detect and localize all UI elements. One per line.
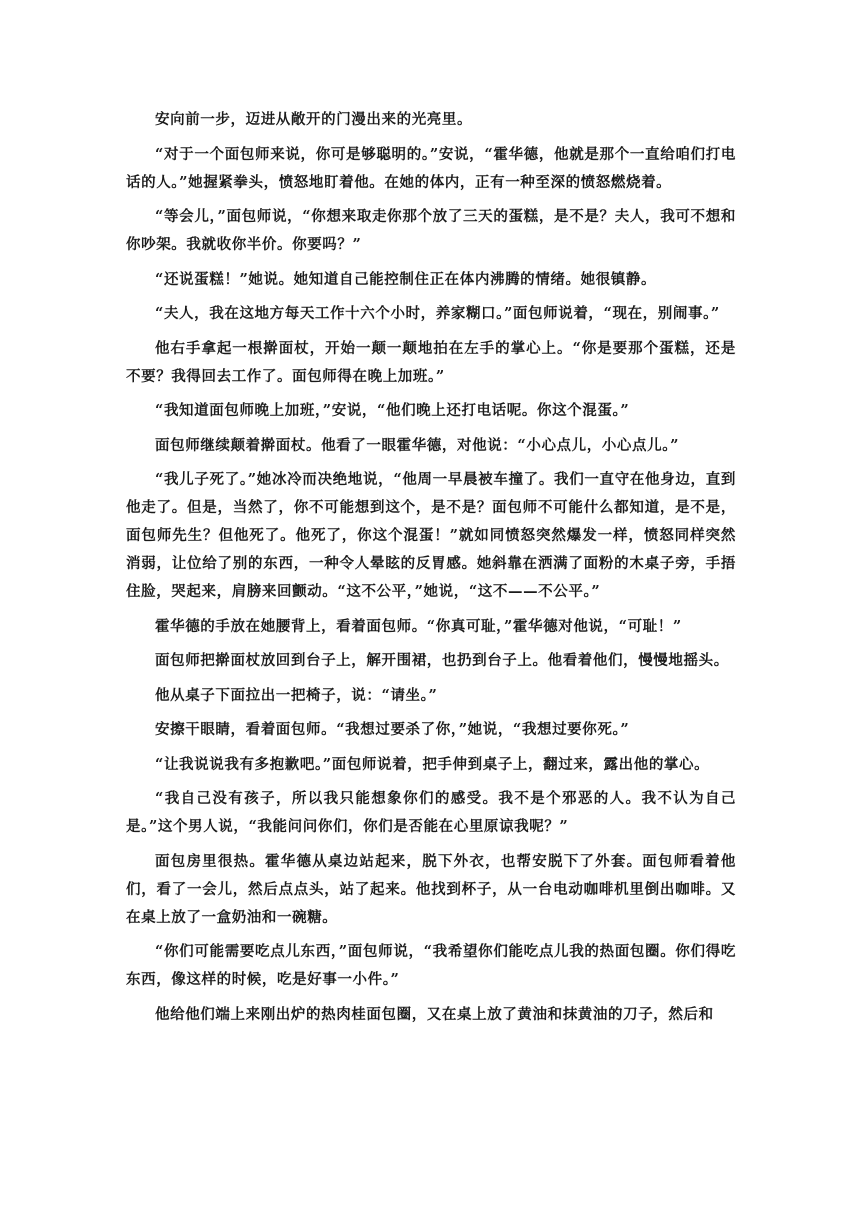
paragraph: “对于一个面包师来说，你可是够聪明的。”安说，“霍华德，他就是那个一直给咱们打电话的人。”她握紧拳头，愤怒地盯着他。在她的体内，正有一种至深的愤怒燃烧着。 <box>126 145 736 191</box>
paragraph: “还说蛋糕！”她说。她知道自己能控制住正在体内沸腾的情绪。她很镇静。 <box>155 270 657 288</box>
paragraph: 他给他们端上来刚出炉的热肉桂面包圈，又在桌上放了黄油和抹黄油的刀子，然后和 <box>155 1005 714 1023</box>
paragraph: 安向前一步，迈进从敞开的门漫出来的光亮里。 <box>155 111 473 128</box>
paragraph: “夫人，我在这地方每天工作十六个小时，养家糊口。”面包师说着，“现在，别闹事。” <box>155 305 720 322</box>
paragraph: 霍华德的手放在她腰背上，看着面包师。“你真可耻，”霍华德对他说，“可耻！” <box>155 617 682 635</box>
paragraph: 面包师把擀面杖放回到台子上，解开围裙，也扔到台子上。他看着他们，慢慢地摇头。 <box>155 652 729 669</box>
paragraph: “让我说说我有多抱歉吧。”面包师说着，把手伸到桌子上，翻过来，露出他的掌心。 <box>155 755 710 773</box>
paragraph: 他右手拿起一根擀面杖，开始一颠一颠地拍在左手的掌心上。“你是要那个蛋糕，还是不要？我得回去工作了。面包师得在晚上加班。” <box>126 339 736 385</box>
document-body <box>126 106 736 1035</box>
paragraph: 他从桌子下面拉出一把椅子，说：“请坐。” <box>155 686 438 704</box>
paragraph: “你们可能需要吃点儿东西，”面包师说，“我希望你们能吃点儿我的热面包圈。你们得吃东西，像这样的时候，吃是好事一小件。” <box>126 943 736 988</box>
paragraph: “我知道面包师晚上加班，”安说，“他们晚上还打电话呢。你这个混蛋。” <box>155 402 630 419</box>
paragraph: 面包房里很热。霍华德从桌边站起来，脱下外衣，也帮安脱下了外套。面包师看着他们，看了一会儿，然后点点头，站了起来。他找到杯子，从一台电动咖啡机里倒出咖啡。又在桌上放了一盒奶油和一碗糖。 <box>126 852 736 926</box>
paragraph: “我自己没有孩子，所以我只能想象你们的感受。我不是个邪恶的人。我不认为自己是。”这个男人说，“我能问问你们，你们是否能在心里原谅我呢？” <box>126 790 736 835</box>
paragraph: “我儿子死了。”她冰冷而决绝地说，“他周一早晨被车撞了。我们一直守在他身边，直到他走了。但是，当然了，你不可能想到这个，是不是？面包师不可能什么都知道，是不是，面包师先生？但他死了。他死了，你这个混蛋！”就如同愤怒突然爆发一样，愤怒同样突然消弱，让位给了别的东西，一种令人晕眩的反胃感。她斜靠在洒满了面粉的木桌子旁，手捂住脸，哭起来，肩膀来回颤动。“这不公平，”她说，“这不——不公平。” <box>126 471 736 600</box>
paragraph: 安擦干眼睛，看着面包师。“我想过要杀了你，”她说，“我想过要你死。” <box>155 721 630 738</box>
paragraph: 面包师继续颠着擀面杖。他看了一眼霍华德，对他说：“小心点儿，小心点儿。” <box>155 436 680 454</box>
paragraph: “等会儿，”面包师说，“你想来取走你那个放了三天的蛋糕，是不是？夫人，我可不想和你吵架。我就收你半价。你要吗？” <box>126 208 736 253</box>
